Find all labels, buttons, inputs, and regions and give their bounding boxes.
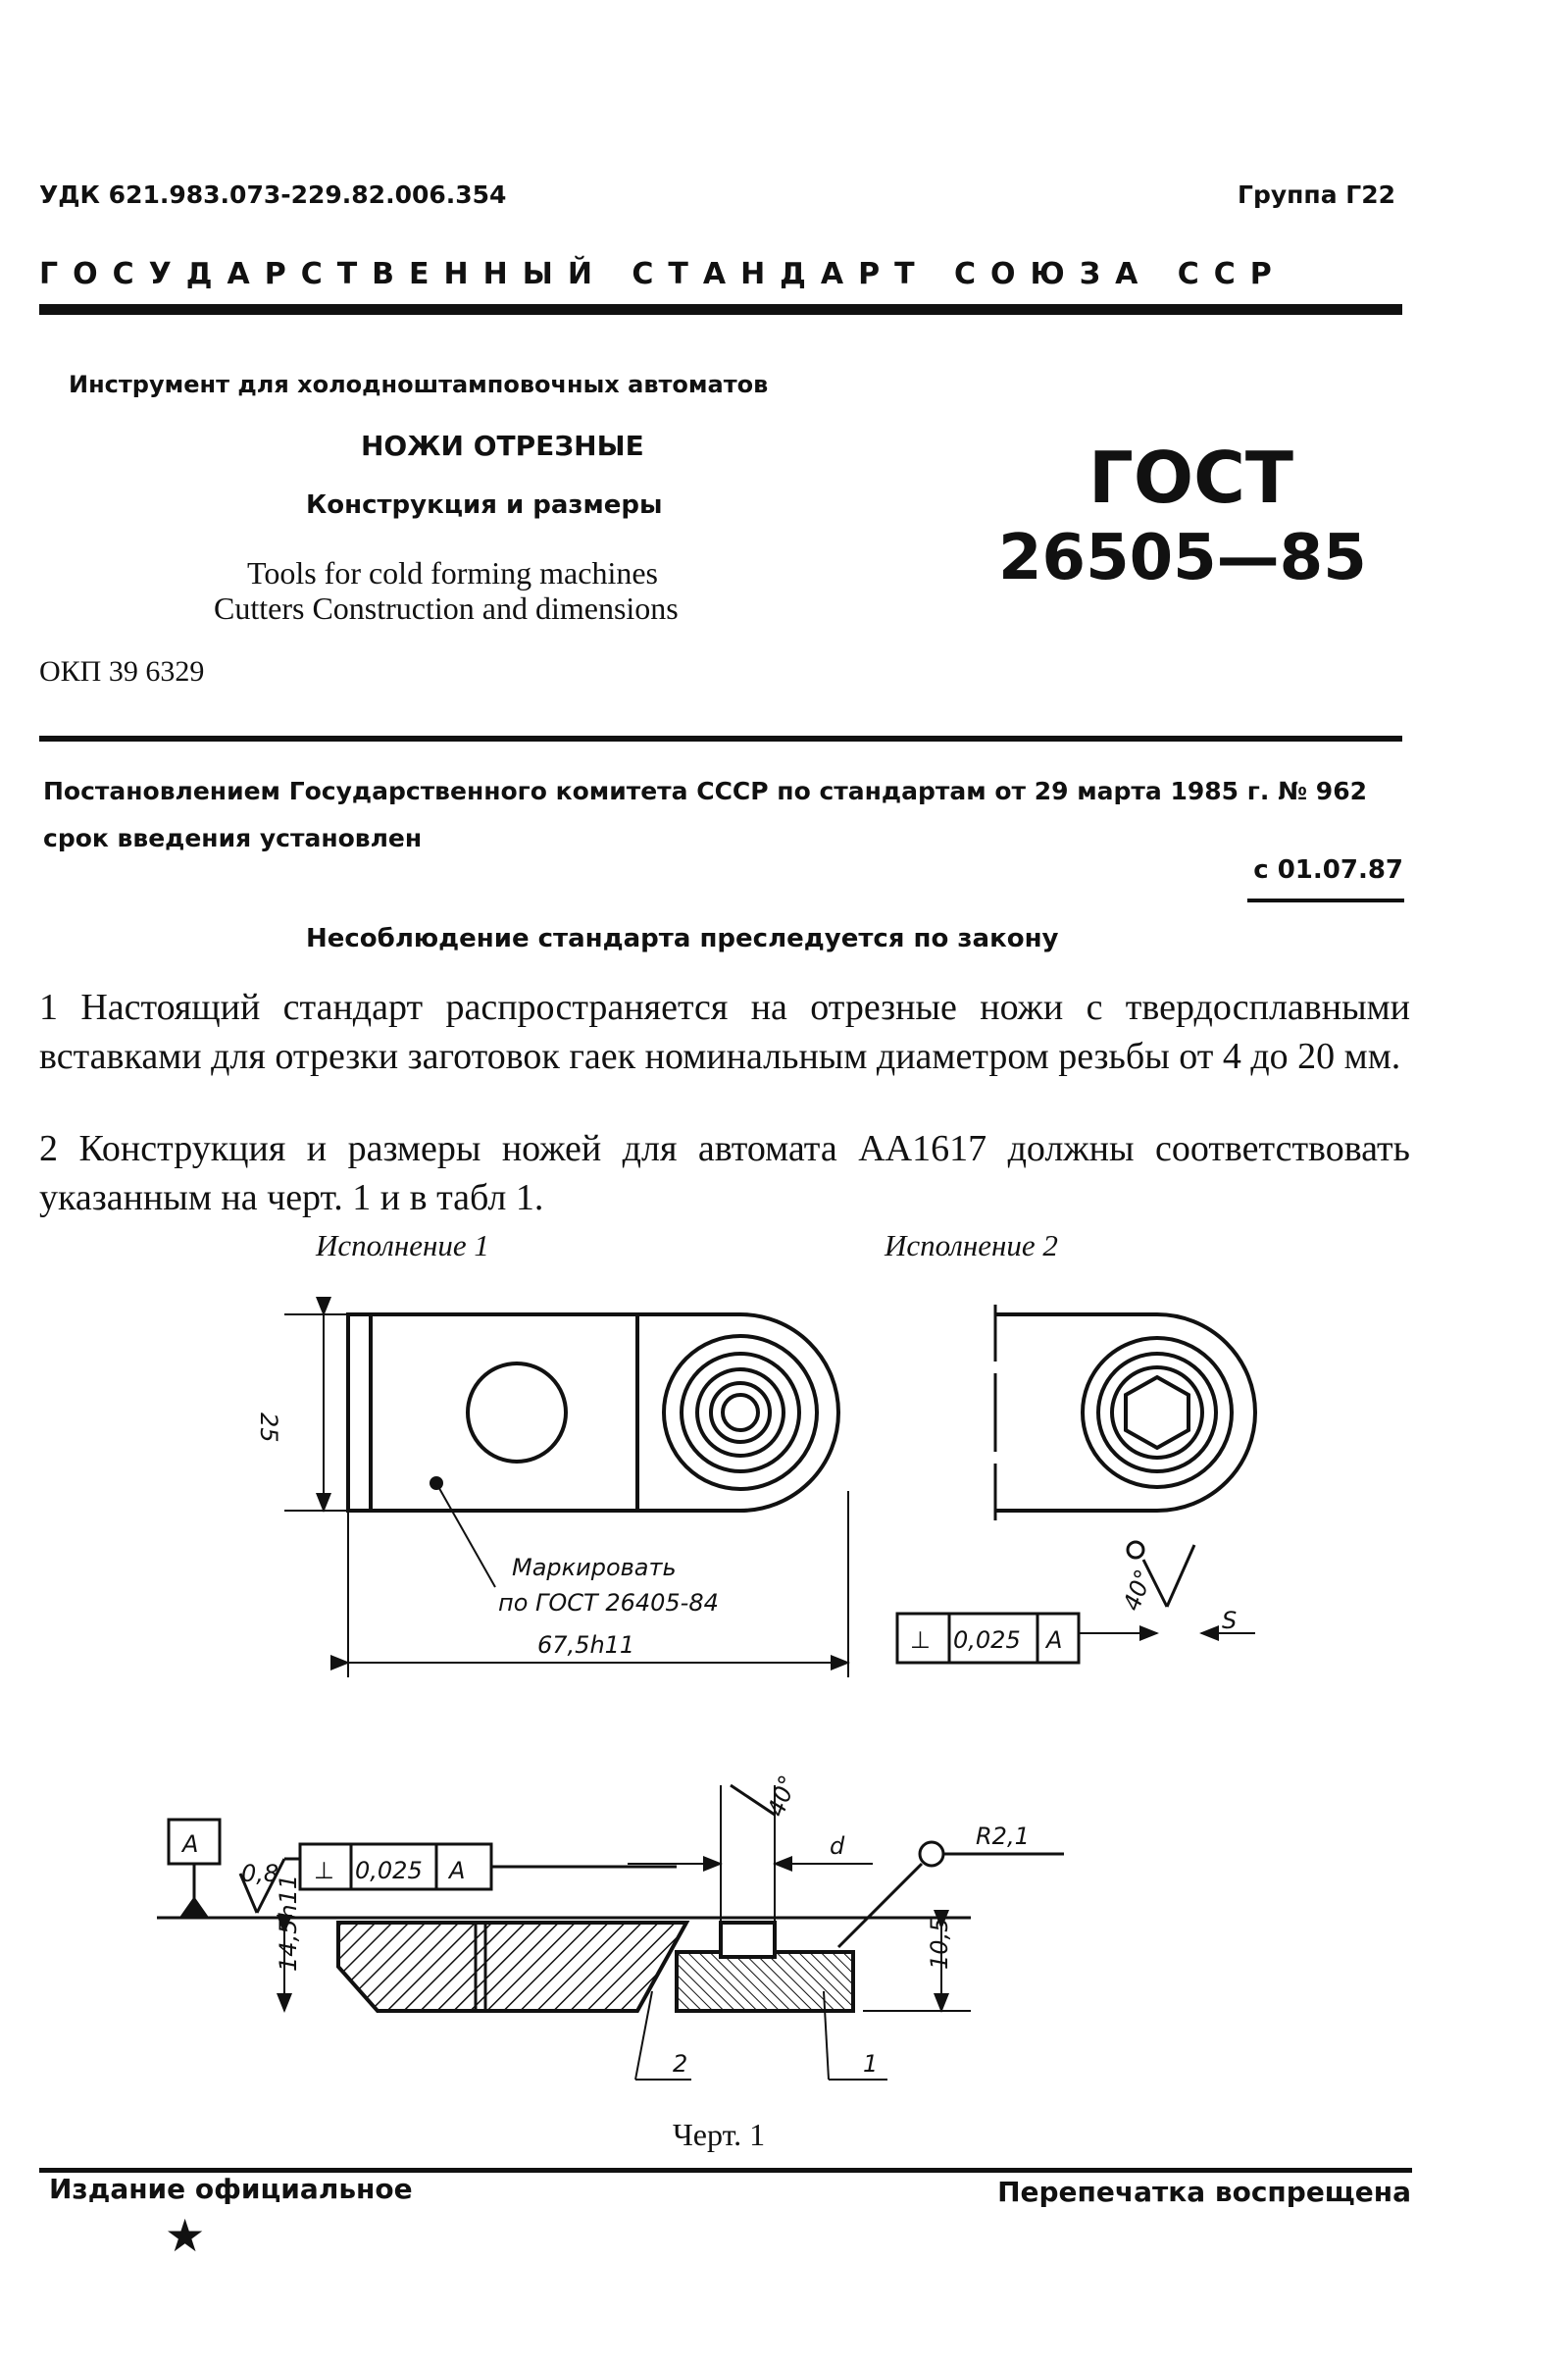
height-14-5: 14,5h11 [275,1874,302,1972]
angle-label-40: 40° [1117,1566,1158,1615]
datum-ref-section: A [449,1857,466,1884]
edition-note: Издание официальное [49,2173,413,2205]
paragraph-2: 2 Конструкция и размеры ножей для автомата АА1617 должны соответствовать указанным на черт. 1 и в табл 1. [39,1128,1410,1218]
s-label: S [1222,1607,1238,1634]
reprint-note: Перепечатка воспрещена [997,2176,1411,2208]
radius-label: R2,1 [976,1823,1030,1850]
tolerance-value-top: 0,025 [953,1626,1021,1654]
english-title-line2: Cutters Construction and dimensions [214,591,679,626]
star-icon: ★ [165,2211,206,2261]
effective-date: с 01.07.87 [1253,855,1403,885]
d-label: d [830,1832,845,1860]
height-10-5: 10,5 [926,1917,953,1970]
state-standard-heading: ГОСУДАРСТВЕННЫЙ СТАНДАРТ СОЮЗА ССР [39,257,1287,291]
english-title-line1: Tools for cold forming machines [247,555,658,591]
group-code: Группа Г22 [1238,180,1395,209]
gost-label: ГОСТ [1088,437,1294,519]
gost-number: 26505—85 [998,522,1367,594]
variant-1-label: Исполнение 1 [316,1228,489,1262]
drawing-caption: Черт. 1 [673,2117,766,2152]
angle-label-section: 40° [762,1771,803,1821]
paragraph-1: 1 Настоящий стандарт распространяется на отрезные ножи с твердосплавными вставками для отрезки заготовок гаек номинальным диаметром резьбы от 4 до 20 мм. [39,987,1410,1077]
variant-2-label: Исполнение 2 [885,1228,1058,1262]
title-subtitle: Конструкция и размеры [306,490,663,520]
dimension-25: 25 [255,1413,282,1443]
tolerance-value-section: 0,025 [355,1857,423,1884]
okp-code: ОКП 39 6329 [39,655,205,688]
title-name: НОЖИ ОТРЕЗНЫЕ [361,430,644,462]
part-label-2: 2 [673,2050,688,2078]
title-line: Инструмент для холодноштамповочных автоматов [69,371,769,398]
marking-note-line1: Маркировать [512,1554,677,1581]
perp-symbol-section: ⊥ [314,1857,334,1884]
roughness-label: 0,8 [241,1860,279,1887]
variant-1-view [284,1314,848,1677]
perp-symbol-top: ⊥ [910,1626,931,1654]
datum-ref-top: A [1046,1626,1063,1654]
length-dimension: 67,5h11 [537,1631,635,1659]
udk-code: УДК 621.983.073-229.82.006.354 [39,180,507,209]
datum-a-label: A [182,1830,199,1858]
marking-note-line2: по ГОСТ 26405-84 [498,1589,719,1617]
legal-notice: Несоблюдение стандарта преследуется по закону [306,924,1059,953]
decree-text: Постановлением Государственного комитета СССР по стандартам от 29 марта 1985 г. № 962 срок введения установлен [43,777,1367,852]
part-label-1: 1 [863,2050,879,2078]
